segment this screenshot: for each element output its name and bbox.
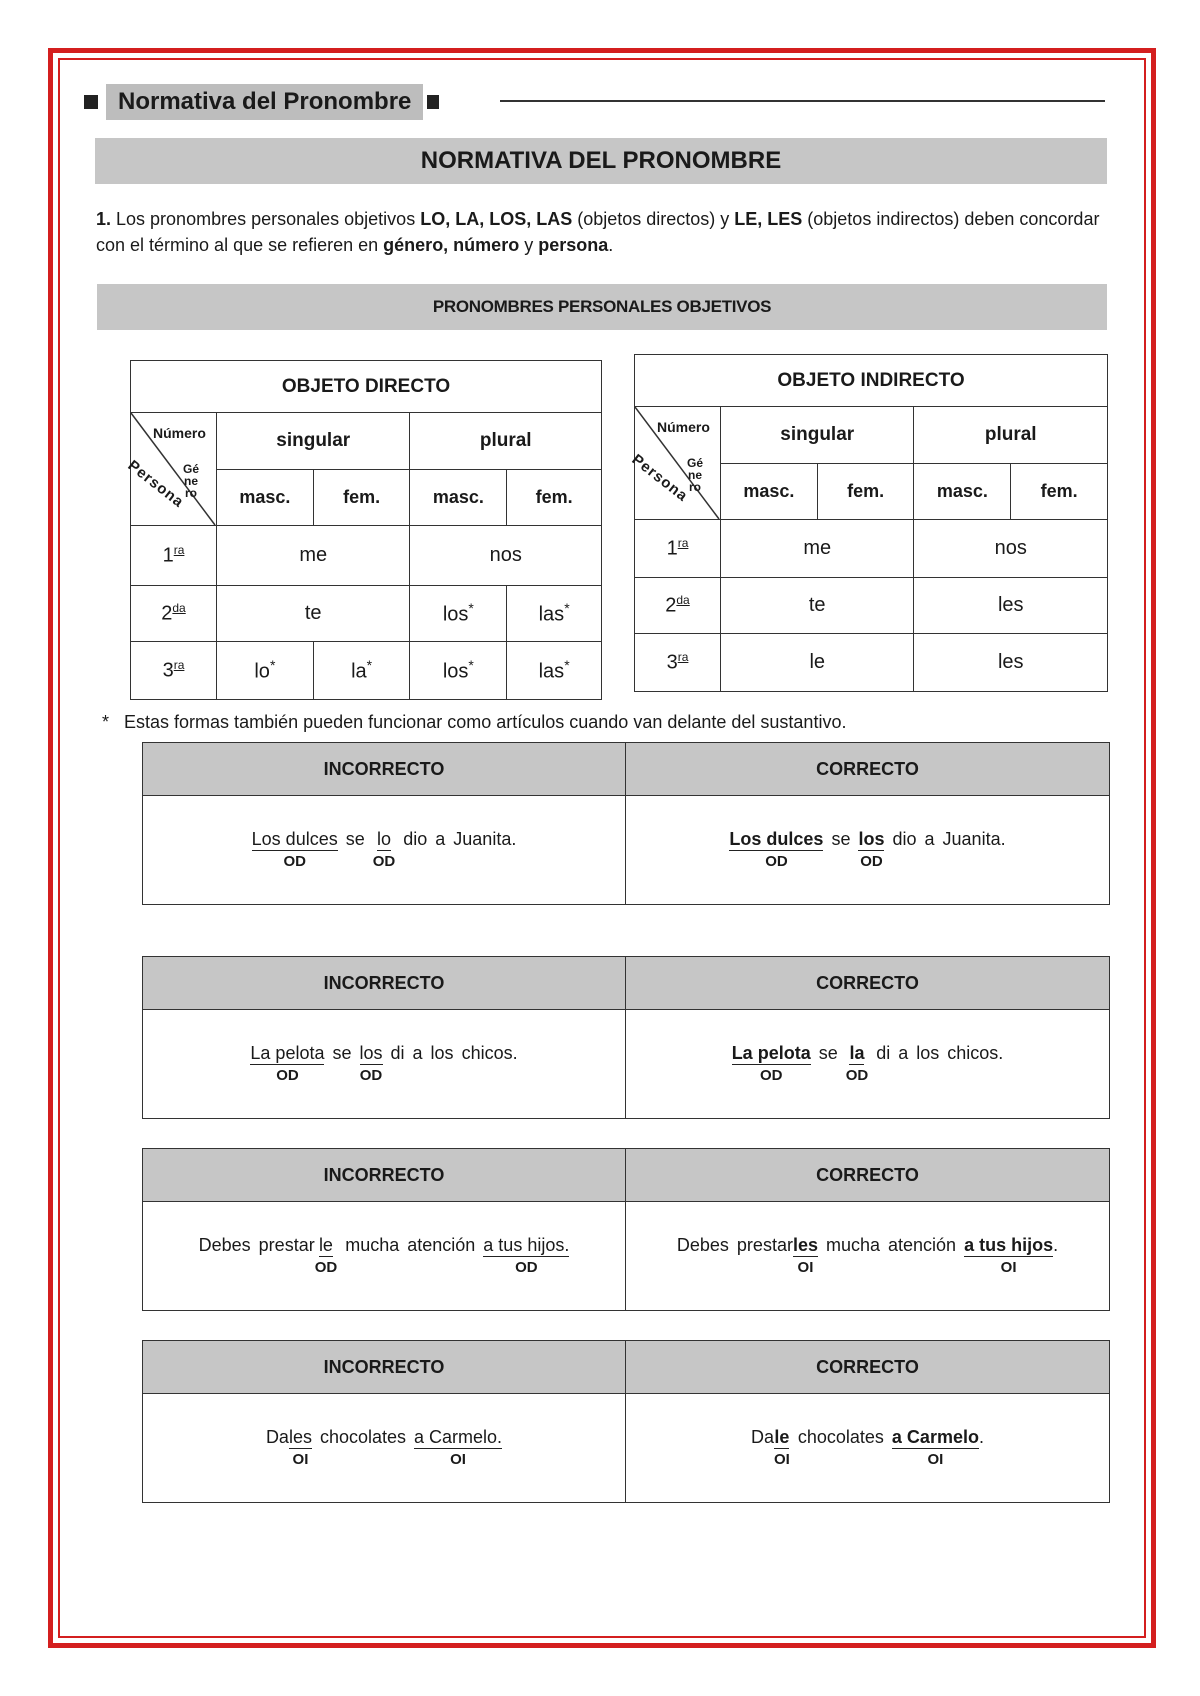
diagonal-header-cell bbox=[124, 413, 217, 526]
plural-header: plural bbox=[410, 413, 602, 470]
sentence-word: Da bbox=[751, 1427, 775, 1447]
incorrect-sentence bbox=[143, 796, 626, 904]
sentence-word: Da bbox=[265, 1427, 289, 1447]
sentence-word: se bbox=[818, 1043, 838, 1063]
sentence-word: prestar bbox=[736, 1235, 793, 1255]
function-label: OD bbox=[283, 853, 306, 870]
function-label: OD bbox=[860, 853, 883, 870]
sentence-word: Juanita. bbox=[942, 829, 1006, 849]
sentence-word: di bbox=[390, 1043, 405, 1063]
person-cell: $2^{da}$ bbox=[635, 578, 721, 634]
sentence-word: dio bbox=[892, 829, 917, 849]
rule-number: 1. bbox=[96, 209, 112, 229]
pronoun-cell: la* bbox=[313, 642, 410, 700]
genero-label: Gé ne ro bbox=[183, 462, 200, 500]
rule-text: y bbox=[519, 235, 539, 255]
function-label: OI bbox=[927, 1451, 944, 1468]
function-label: OD bbox=[276, 1067, 299, 1084]
incorrect-header: INCORRECTO bbox=[143, 1149, 626, 1202]
incorrect-header: INCORRECTO bbox=[143, 957, 626, 1010]
genero-label: Gé ne ro bbox=[687, 456, 704, 494]
correct-sentence bbox=[626, 1010, 1109, 1118]
page-title: NORMATIVA DEL PRONOMBRE bbox=[95, 138, 1107, 184]
fem-header: fem. bbox=[817, 463, 914, 520]
function-label: OD bbox=[359, 1067, 383, 1084]
labeled-word: los OD bbox=[359, 1043, 383, 1084]
labeled-word: Los dulces OD bbox=[729, 829, 824, 870]
numero-label: Número bbox=[657, 419, 710, 435]
sentence-word: a bbox=[435, 829, 446, 849]
labeled-word: la OD bbox=[845, 1043, 869, 1084]
function-label: OD bbox=[759, 1067, 783, 1084]
correct-header: CORRECTO bbox=[626, 743, 1109, 796]
rule-text: (objetos indirectos) deben concordar con el término al que se refieren en bbox=[96, 209, 1100, 255]
labeled-word: le OI bbox=[774, 1427, 790, 1468]
sentence-word: a bbox=[412, 1043, 423, 1063]
sentence-word: atención bbox=[407, 1235, 476, 1255]
person-cell: $3^{ra}$ bbox=[635, 634, 721, 692]
pronoun-cell: los* bbox=[410, 642, 507, 700]
example-box bbox=[142, 956, 1110, 1119]
function-label: OI bbox=[1000, 1259, 1017, 1276]
function-label: OD bbox=[845, 1067, 869, 1084]
function-label: OI bbox=[774, 1451, 790, 1468]
sentence-word: dio bbox=[403, 829, 428, 849]
sentence-word: a bbox=[898, 1043, 909, 1063]
pronoun-cell: lo* bbox=[216, 642, 313, 700]
direct-object-table bbox=[124, 360, 602, 700]
fem-header: fem. bbox=[507, 469, 602, 526]
masc-header: masc. bbox=[720, 463, 817, 520]
sentence-word: mucha bbox=[825, 1235, 881, 1255]
sentence-word: di bbox=[876, 1043, 891, 1063]
sentence-word: Debes bbox=[676, 1235, 729, 1255]
sentence-word: prestar bbox=[258, 1235, 315, 1255]
sentence-word: chocolates bbox=[797, 1427, 884, 1447]
person-cell: $1^{ra}$ bbox=[131, 526, 217, 586]
square-bullet-icon bbox=[84, 95, 98, 109]
sentence-word: se bbox=[345, 829, 365, 849]
function-label: OI bbox=[450, 1451, 466, 1468]
table-title: OBJETO INDIRECTO bbox=[635, 355, 1108, 407]
person-cell: $3^{ra}$ bbox=[131, 642, 217, 700]
punctuation: . bbox=[978, 1427, 984, 1447]
example-box bbox=[142, 1148, 1110, 1311]
correct-header: CORRECTO bbox=[626, 1341, 1109, 1394]
masc-header: masc. bbox=[410, 469, 507, 526]
pronoun-cell: les bbox=[914, 578, 1108, 634]
square-bullet-icon bbox=[427, 95, 439, 109]
pronoun-cell: te bbox=[216, 586, 409, 642]
labeled-word: a tus hijos OI bbox=[964, 1235, 1054, 1276]
function-label: OD bbox=[515, 1259, 538, 1276]
correct-sentence bbox=[626, 796, 1109, 904]
section-title: Normativa del Pronombre bbox=[106, 84, 423, 120]
singular-header: singular bbox=[216, 413, 409, 470]
rule-text: Los pronombres personales objetivos bbox=[111, 209, 421, 229]
rule-bold: LO, LA, LOS, LAS bbox=[420, 209, 573, 229]
function-label: OI bbox=[292, 1451, 309, 1468]
labeled-word: a tus hijos. OD bbox=[483, 1235, 570, 1276]
diagonal-header-cell bbox=[628, 407, 721, 520]
labeled-word: lo OD bbox=[372, 829, 396, 870]
correct-sentence bbox=[626, 1394, 1109, 1502]
function-label: OD bbox=[372, 853, 396, 870]
labeled-word: La pelota OD bbox=[250, 1043, 325, 1084]
sentence-word: se bbox=[831, 829, 851, 849]
header-rule bbox=[500, 100, 1105, 102]
footnote bbox=[102, 712, 846, 733]
labeled-word: le OD bbox=[314, 1235, 338, 1276]
incorrect-sentence bbox=[143, 1010, 626, 1118]
correct-sentence bbox=[626, 1202, 1109, 1310]
labeled-word: los OD bbox=[858, 829, 885, 870]
fem-header: fem. bbox=[313, 469, 410, 526]
function-label: OD bbox=[314, 1259, 338, 1276]
footnote-star: * bbox=[102, 712, 110, 732]
pronoun-cell: me bbox=[216, 526, 409, 586]
sentence-word: chicos. bbox=[947, 1043, 1004, 1063]
pronoun-cell: nos bbox=[914, 520, 1108, 578]
masc-header: masc. bbox=[914, 463, 1011, 520]
footnote-text: Estas formas también pueden funcionar como artículos cuando van delante del sustantivo. bbox=[124, 712, 847, 732]
person-cell: $1^{ra}$ bbox=[635, 520, 721, 578]
incorrect-header: INCORRECTO bbox=[143, 743, 626, 796]
persona-label: Persona bbox=[628, 451, 692, 506]
labeled-word: les OI bbox=[792, 1235, 818, 1276]
rule-paragraph bbox=[96, 206, 1108, 258]
sentence-word: los bbox=[916, 1043, 940, 1063]
sentence-word: los bbox=[430, 1043, 454, 1063]
sentence-word: Juanita. bbox=[453, 829, 517, 849]
pronoun-cell: les bbox=[914, 634, 1108, 692]
sentence-word: Debes bbox=[198, 1235, 251, 1255]
labeled-word: a Carmelo OI bbox=[891, 1427, 979, 1468]
person-cell: $2^{da}$ bbox=[131, 586, 217, 642]
pronoun-cell: me bbox=[720, 520, 913, 578]
rule-text: . bbox=[608, 235, 614, 255]
sentence-word: chocolates bbox=[319, 1427, 407, 1447]
pronoun-cell: nos bbox=[410, 526, 602, 586]
rule-bold: género, número bbox=[383, 235, 520, 255]
table-title: OBJETO DIRECTO bbox=[131, 361, 602, 413]
incorrect-sentence bbox=[143, 1202, 626, 1310]
rule-text: (objetos directos) y bbox=[572, 209, 735, 229]
sentence-word: se bbox=[332, 1043, 352, 1063]
pronoun-cell: las* bbox=[507, 586, 602, 642]
sentence-word: a bbox=[924, 829, 935, 849]
indirect-object-table bbox=[628, 354, 1108, 692]
persona-label: Persona bbox=[124, 457, 188, 512]
function-label: OD bbox=[765, 853, 788, 870]
correct-header: CORRECTO bbox=[626, 1149, 1109, 1202]
sentence-word: atención bbox=[888, 1235, 957, 1255]
sentence-word: chicos. bbox=[461, 1043, 518, 1063]
labeled-word: a Carmelo. OI bbox=[414, 1427, 503, 1468]
rule-bold: LE, LES bbox=[734, 209, 803, 229]
function-label: OI bbox=[797, 1259, 814, 1276]
labeled-word: La pelota OD bbox=[731, 1043, 811, 1084]
correct-header: CORRECTO bbox=[626, 957, 1109, 1010]
labeled-word: Los dulces OD bbox=[251, 829, 338, 870]
pronoun-cell: los* bbox=[410, 586, 507, 642]
example-box bbox=[142, 742, 1110, 905]
example-box bbox=[142, 1340, 1110, 1503]
punctuation: . bbox=[1053, 1235, 1059, 1255]
incorrect-sentence bbox=[143, 1394, 626, 1502]
plural-header: plural bbox=[914, 407, 1108, 464]
sentence-word: mucha bbox=[345, 1235, 400, 1255]
masc-header: masc. bbox=[216, 469, 313, 526]
singular-header: singular bbox=[720, 407, 913, 464]
labeled-word: les OI bbox=[288, 1427, 312, 1468]
pronoun-cell: las* bbox=[507, 642, 602, 700]
pronoun-cell: te bbox=[720, 578, 913, 634]
fem-header: fem. bbox=[1011, 463, 1108, 520]
numero-label: Número bbox=[153, 425, 206, 441]
subtitle-banner: PRONOMBRES PERSONALES OBJETIVOS bbox=[97, 284, 1107, 330]
pronoun-cell: le bbox=[720, 634, 913, 692]
incorrect-header: INCORRECTO bbox=[143, 1341, 626, 1394]
section-header bbox=[84, 82, 439, 122]
rule-bold: persona bbox=[538, 235, 609, 255]
